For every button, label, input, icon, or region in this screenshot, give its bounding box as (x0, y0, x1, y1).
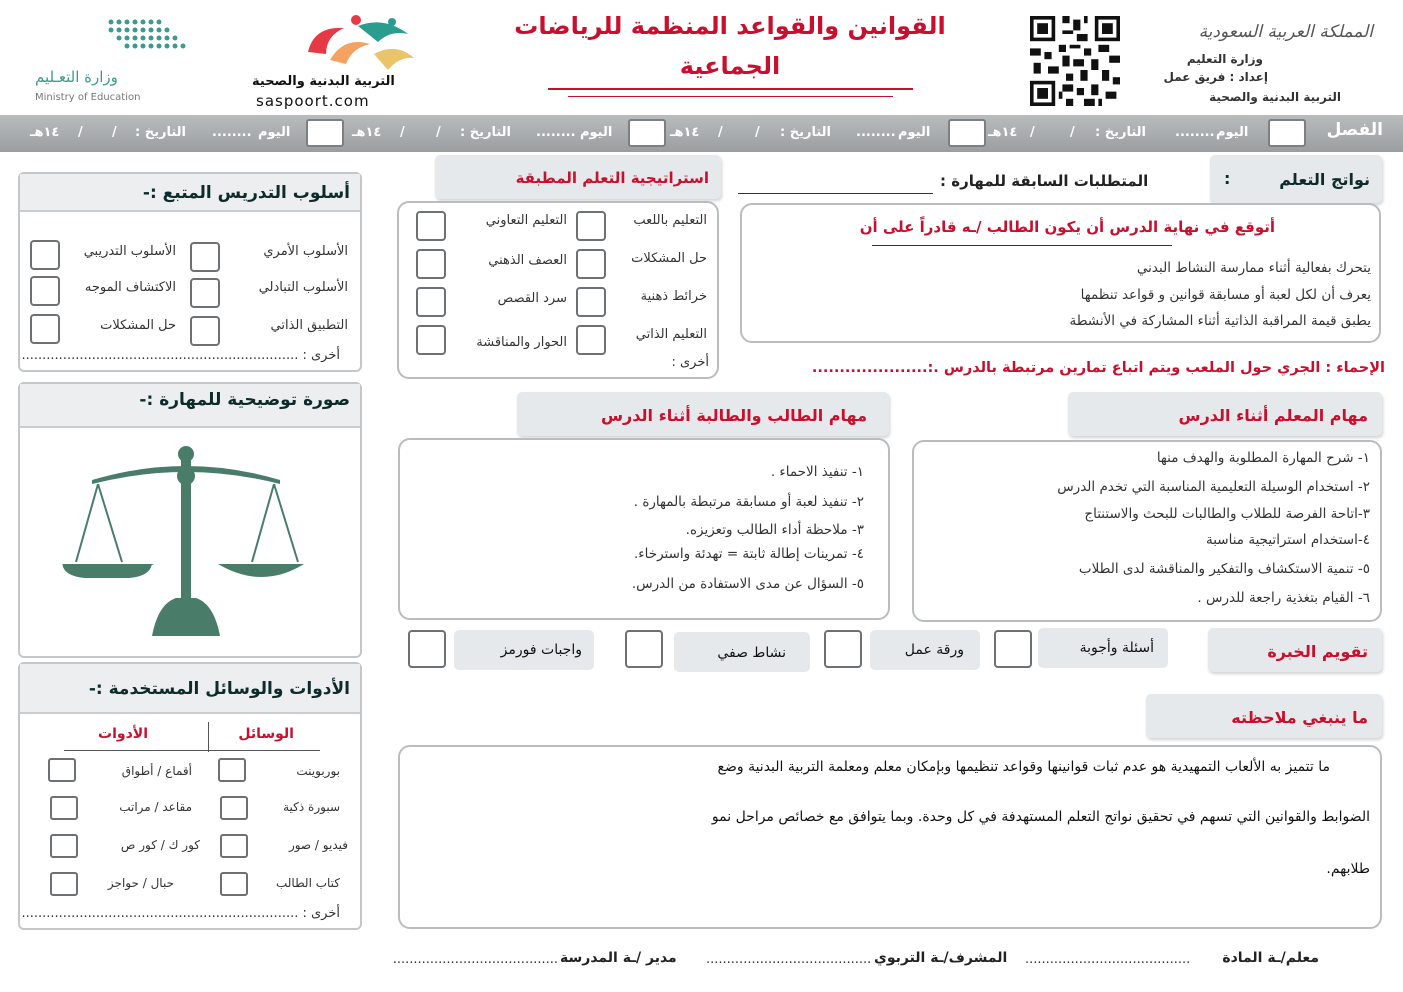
means-powerpoint: بوربوينت (296, 764, 340, 778)
student-task-4: ٤- تمرينات إطالة ثابتة = تهدئة واسترخاء. (633, 546, 864, 562)
checkbox-self[interactable] (576, 325, 606, 355)
strategies-header (435, 155, 721, 199)
checkbox-powerpoint[interactable] (218, 758, 246, 782)
notes-title: ما ينبغي ملاحظته (1231, 708, 1368, 727)
checkbox-problem-solving[interactable] (30, 314, 60, 344)
strategy-cooperative: التعليم التعاوني (485, 213, 567, 228)
strategy-self: التعليم الذاتي (635, 327, 707, 342)
style-guided-discovery: الاكتشاف الموجه (84, 280, 176, 295)
teacher-task-4: ٤-استخدام استراتيجية مناسبة (1206, 532, 1370, 548)
strategy-problems: حل المشكلات (631, 251, 707, 266)
skill-image-panel (18, 382, 362, 658)
ministry-name: وزارة التعليم (1186, 52, 1263, 66)
sep-4b: / (78, 125, 83, 140)
checkbox-play[interactable] (576, 211, 606, 241)
year-3: ١٤هـ (352, 125, 382, 140)
means-column-header: الوسائل (238, 726, 294, 742)
strategies-panel (397, 201, 719, 379)
scales-icon (68, 444, 308, 644)
strategy-play: التعليم باللعب (633, 213, 707, 228)
checkbox-ropes[interactable] (50, 872, 78, 896)
footer-teacher-label: معلم/ـة المادة (1222, 950, 1319, 966)
teaching-style-header (20, 174, 360, 212)
year-2: ١٤هـ (670, 125, 700, 140)
footer-teacher-dots: ........................................ (1025, 952, 1191, 967)
tools-ropes: حبال / حواجز (107, 876, 174, 890)
tools-divider-v (208, 722, 209, 752)
student-task-5: ٥- السؤال عن مدى الاستفادة من الدرس. (631, 576, 864, 592)
day-label-3: اليوم (580, 125, 613, 140)
checkbox-benches[interactable] (50, 796, 78, 820)
checkbox-dialogue[interactable] (416, 325, 446, 355)
learning-outcomes-header (1210, 155, 1382, 203)
style-command: الأسلوب الأمري (263, 244, 348, 259)
eval-class-activity-label: نشاط صفي (717, 645, 786, 661)
checkbox-command[interactable] (190, 242, 220, 272)
notes-line-1: ما تتميز به الألعاب التمهيدية هو عدم ثبات قوانينها وقواعد تنظيمها وبإمكان معلم ومعلمة التربية البدنية وضع (717, 759, 1330, 775)
checkbox-eval-forms[interactable] (408, 630, 446, 668)
skill-image-header (20, 384, 360, 428)
checkbox-guided-discovery[interactable] (30, 276, 60, 306)
eval-worksheet-box (870, 630, 980, 670)
eval-forms-label: واجبات فورمز (500, 642, 582, 658)
teacher-tasks-panel (912, 440, 1382, 622)
year-4: ١٤هـ (30, 125, 60, 140)
date-label-1: التاريخ : (1095, 125, 1146, 140)
day-label-2: اليوم (898, 125, 931, 140)
checkbox-reciprocal[interactable] (190, 278, 220, 308)
teacher-task-5: ٥- تنمية الاستكشاف والتفكير والمناقشة لدى الطلاب (1078, 561, 1370, 577)
student-task-2: ٢- تنفيذ لعبة أو مسابقة مرتبطة بالمهارة . (633, 494, 864, 510)
teaching-style-title: أسلوب التدريس المتبع :- (142, 183, 350, 203)
strategy-other: أخرى : (671, 355, 709, 370)
saspoort-url[interactable]: saspoort.com (256, 92, 370, 110)
teacher-task-6: ٦- القيام بتغذية راجعة للدرس . (1197, 590, 1370, 606)
kingdom-name: المملكة العربية السعودية (1198, 22, 1373, 42)
sep-2b: / (718, 125, 723, 140)
title-underline (548, 88, 913, 90)
style-other: أخرى : ................................................................... (21, 348, 340, 363)
checkbox-eval-class-activity[interactable] (625, 630, 663, 668)
prerequisites-label: المتطلبات السابقة للمهارة : (940, 172, 1149, 190)
moe-logo-icon (105, 16, 187, 58)
notes-line-3: طلابهم. (1326, 861, 1370, 877)
outcome-1: يتحرك بفعالية أثناء ممارسة النشاط البدني (1136, 260, 1371, 276)
teacher-task-1: ١- شرح المهارة المطلوبة والهدف منها (1156, 450, 1370, 466)
date-label-4: التاريخ : (135, 125, 186, 140)
dots-4: ........ (212, 125, 252, 140)
expectation-text: أتوقع في نهاية الدرس أن يكون الطالب /ـه قادراً على أن (859, 218, 1275, 236)
page-subtitle: الجماعية (679, 52, 781, 80)
checkbox-problems[interactable] (576, 249, 606, 279)
checkbox-brainstorm[interactable] (416, 249, 446, 279)
title-underline-2 (568, 96, 893, 97)
learning-outcomes-title: نواتج التعلم (1279, 170, 1370, 189)
date-label-3: التاريخ : (460, 125, 511, 140)
strategy-story: سرد القصص (497, 291, 567, 306)
teacher-task-3: ٣-اتاحة الفرصة للطلاب والطالبات للبحث والاستنتاج (1084, 506, 1370, 522)
means-video: فيديو / صور (288, 838, 348, 852)
tools-other: أخرى : ................................................................... (21, 906, 340, 921)
learning-outcomes-colon: : (1224, 169, 1231, 188)
skill-image-title: صورة توضيحية للمهارة :- (139, 390, 350, 410)
day-box-1[interactable] (1268, 119, 1306, 147)
day-box-3[interactable] (628, 119, 666, 147)
checkbox-practice[interactable] (30, 240, 60, 270)
warmup-text: الإحماء : الجري حول الملعب ويتم اتباع تمارين مرتبطة بالدرس .:..................... (811, 360, 1385, 376)
means-textbook: كتاب الطالب (275, 876, 340, 890)
sep-1b: / (1030, 125, 1035, 140)
student-tasks-header (517, 392, 889, 436)
sep-3a: / (436, 125, 441, 140)
prerequisites-field[interactable] (738, 172, 933, 194)
eval-qa-label: أسئلة وأجوبة (1079, 640, 1154, 656)
outcome-2: يعرف أن لكل لعبة أو مسابقة قوانين و قواعد تنظمها (1080, 287, 1371, 303)
year-1: ١٤هـ (988, 125, 1018, 140)
tools-title: الأدوات والوسائل المستخدمة :- (88, 679, 350, 699)
eval-class-activity-box (674, 632, 810, 672)
notes-panel (398, 745, 1382, 929)
saspoort-arabic: التربية البدنية والصحية (252, 74, 395, 89)
style-reciprocal: الأسلوب التبادلي (258, 280, 348, 295)
checkbox-video[interactable] (220, 834, 248, 858)
sep-4a: / (112, 125, 117, 140)
footer-principal-dots: ........................................ (392, 952, 558, 967)
tools-balls: كور ك / كور ص (120, 838, 200, 852)
strategies-title: استراتيجية التعلم المطبقة (515, 169, 709, 187)
strategy-brainstorm: العصف الذهني (488, 253, 567, 268)
footer-supervisor-dots: ........................................ (706, 952, 872, 967)
eval-forms-box (454, 630, 594, 670)
student-tasks-title: مهام الطالب والطالبة أثناء الدرس (600, 406, 867, 425)
style-self-check: التطبيق الذاتي (270, 318, 348, 333)
teacher-tasks-title: مهام المعلم أثناء الدرس (1178, 406, 1368, 425)
checkbox-mindmaps[interactable] (576, 287, 606, 317)
teaching-style-panel (18, 172, 362, 372)
sep-2a: / (755, 125, 760, 140)
checkbox-self-check[interactable] (190, 316, 220, 346)
checkbox-cones[interactable] (48, 758, 76, 782)
footer-principal-label: مدير /ـة المدرسة (560, 950, 677, 966)
strategy-dialogue: الحوار والمناقشة (476, 335, 567, 350)
teacher-task-2: ٢- استخدام الوسيلة التعليمية المناسبة التي تخدم الدرس (1057, 479, 1370, 495)
checkbox-smartboard[interactable] (220, 796, 248, 820)
strategy-mindmaps: خرائط ذهنية (640, 289, 707, 304)
student-task-3: ٣- ملاحظة أداء الطالب وتعزيزه. (685, 522, 864, 538)
notes-line-2: الضوابط والقوانين التي تسهم في تحقيق نواتج التعلم المستهدفة في كل وحدة. وبما يتوافق مع خصائص مراحل نمو (711, 809, 1370, 825)
date-label-2: التاريخ : (780, 125, 831, 140)
tools-benches: مقاعد / مراتب (119, 800, 192, 814)
day-box-2[interactable] (948, 119, 986, 147)
checkbox-cooperative[interactable] (416, 211, 446, 241)
tools-panel (18, 662, 362, 930)
learning-outcomes-panel (740, 203, 1381, 343)
moe-arabic: وزارة التعـليم (35, 68, 118, 86)
tools-header (20, 664, 360, 714)
footer-supervisor-label: المشرف/ـة التربوي (874, 950, 1008, 966)
eval-worksheet-label: ورقة عمل (904, 642, 964, 658)
tools-divider-h (64, 750, 320, 751)
checkbox-eval-worksheet[interactable] (824, 630, 862, 668)
style-practice: الأسلوب التدريبي (83, 244, 176, 259)
moe-english: Ministry of Education (35, 92, 141, 103)
checkbox-eval-qa[interactable] (994, 630, 1032, 668)
eval-qa-box (1038, 628, 1168, 668)
student-tasks-panel (398, 438, 890, 620)
style-problem-solving: حل المشكلات (100, 318, 176, 333)
expectation-underline (872, 245, 1172, 246)
day-label-4: اليوم (258, 125, 291, 140)
date-bar (0, 115, 1403, 152)
outcome-3: يطبق قيمة المراقبة الذاتية أثناء المشاركة في الأنشطة (1069, 313, 1371, 329)
evaluation-title: تقويم الخبرة (1267, 642, 1368, 661)
dots-2: ........ (856, 125, 896, 140)
dots-1: ........ (1175, 125, 1215, 140)
class-label: الفصل (1326, 120, 1383, 140)
tools-cones: أقماع / أطواق (121, 764, 192, 778)
prepared-by: إعداد : فريق عمل (1163, 70, 1268, 84)
checkbox-balls[interactable] (50, 834, 78, 858)
qr-code-icon[interactable] (1025, 16, 1125, 106)
teacher-tasks-header (1068, 392, 1382, 436)
checkbox-story[interactable] (416, 287, 446, 317)
day-label-1: اليوم (1216, 125, 1249, 140)
department-name: التربية البدنية والصحية (1209, 90, 1341, 104)
tools-column-header: الأدوات (98, 726, 148, 742)
page-title: القوانين والقواعد المنظمة للرياضات (514, 12, 946, 40)
means-smartboard: سبورة ذكية (283, 800, 340, 814)
day-box-4[interactable] (306, 119, 344, 147)
sep-3b: / (400, 125, 405, 140)
evaluation-header (1208, 628, 1382, 672)
student-task-1: ١- تنفيذ الاحماء . (770, 464, 864, 480)
checkbox-textbook[interactable] (220, 872, 248, 896)
header (0, 0, 1403, 116)
sep-1a: / (1070, 125, 1075, 140)
notes-header (1146, 694, 1382, 738)
saspoort-logo-icon (300, 14, 420, 76)
dots-3: ........ (536, 125, 576, 140)
